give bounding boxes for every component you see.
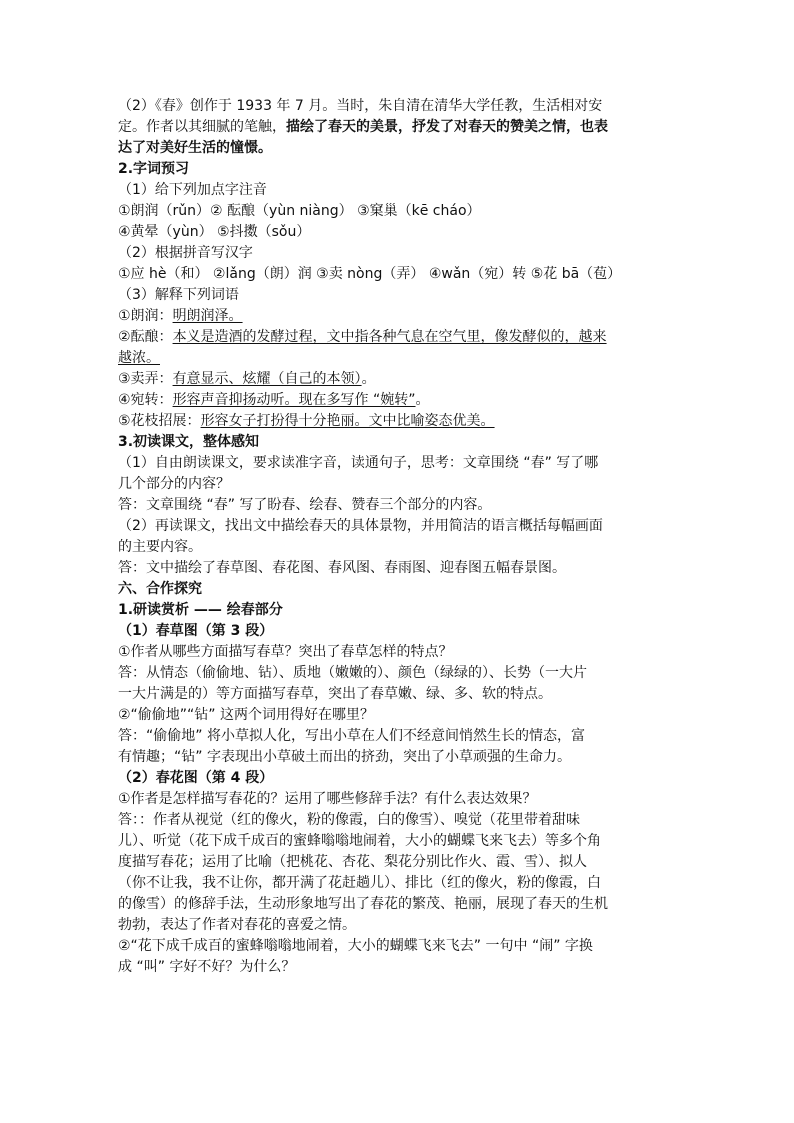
grass-answer-2-line-2: 有情趣；“钻” 字表现出小草破土而出的挤劲，突出了小草顽强的生命力。 xyxy=(118,749,571,765)
vocab-q1-line-1: ①朗润（rǔn）② 酝酿（yùn niàng） ③窠巢（kē cháo） xyxy=(118,203,481,219)
definition-5 xyxy=(118,411,678,432)
definition-5-label: ⑤花枝招展： xyxy=(118,413,201,429)
vocab-q1-line-2: ④黄晕（yùn） ⑤抖擞（sǒu） xyxy=(118,224,311,240)
flower-question-2-line-2: 成 “叫” 字好不好？为什么？ xyxy=(118,959,296,975)
definition-1-label: ①朗润： xyxy=(118,308,173,324)
intro-line-2-bold: 描绘了春天的美景，抒发了对春天的赞美之情，也表 xyxy=(286,119,608,135)
definition-2-text: 本义是造酒的发酵过程，文中指各种气息在空气里，像发酵似的，越来 xyxy=(172,329,607,345)
document-page xyxy=(118,96,678,978)
intro-line-2 xyxy=(118,117,678,138)
flower-section-title: （2）春花图（第 4 段） xyxy=(118,770,274,786)
flower-answer-1-line-6: 勃勃，表达了作者对春花的喜爱之情。 xyxy=(118,917,356,933)
definition-1 xyxy=(118,306,678,327)
flower-answer-1-line-4: （你不让我，我不让你，都开满了花赶趟儿）、排比（红的像火，粉的像霞，白 xyxy=(118,875,601,891)
definition-3-text: 有意显示、炫耀（自己的本领） xyxy=(172,371,362,387)
definition-3-tail: 。 xyxy=(361,371,376,387)
intro-line-2-normal: 定。作者以其细腻的笔触， xyxy=(118,119,286,135)
flower-answer-1-line-2: 儿）、听觉（花下成千成百的蜜蜂嗡嗡地闹着，大小的蝴蝶飞来飞去）等多个角 xyxy=(118,833,601,849)
definition-2-label: ②酝酿： xyxy=(118,329,173,345)
explore-heading: 六、合作探究 xyxy=(118,581,202,597)
definition-2 xyxy=(118,327,678,348)
definition-4-label: ④宛转： xyxy=(118,392,173,408)
flower-question-2-line-1: ②“花下成千成百的蜜蜂嗡嗡地闹着，大小的蝴蝶飞来飞去” 一句中 “闹” 字换 xyxy=(118,938,593,954)
vocab-q1-title: （1）给下列加点字注音 xyxy=(118,182,267,198)
definition-3-label: ③卖弄： xyxy=(118,371,173,387)
first-read-q2-line-2: 的主要内容。 xyxy=(118,539,202,555)
definition-4 xyxy=(118,390,678,411)
grass-answer-2-line-1: 答：“偷偷地” 将小草拟人化，写出小草在人们不经意间悄然生长的情态，富 xyxy=(118,728,585,744)
definition-3 xyxy=(118,369,678,390)
vocab-q2-line-1: ①应 hè（和） ②lǎng（朗）润 ③卖 nòng（弄） ④wǎn（宛）转 ⑤花 bā（苞） xyxy=(118,266,622,282)
first-read-q1-line-1: （1）自由朗读课文，要求读准字音，读通句子，思考：文章围绕 “春” 写了哪 xyxy=(118,455,599,471)
explore-subheading: 1.研读赏析 —— 绘春部分 xyxy=(118,602,283,618)
flower-answer-1-line-1: 答：：作者从视觉（红的像火，粉的像霞，白的像雪）、嗅觉（花里带着甜味 xyxy=(118,812,580,828)
definition-4-tail: 。 xyxy=(415,392,430,408)
grass-question-2: ②“偷偷地”“钻” 这两个词用得好在哪里？ xyxy=(118,707,375,723)
definition-5-text: 形容女子打扮得十分艳丽。文中比喻姿态优美。 xyxy=(200,413,495,429)
first-read-answer-2: 答：文中描绘了春草图、春花图、春风图、春雨图、迎春图五幅春景图。 xyxy=(118,560,566,576)
intro-line-3: 达了对美好生活的憧憬。 xyxy=(118,140,272,156)
first-read-answer-1: 答：文章围绕 “春” 写了盼春、绘春、赞春三个部分的内容。 xyxy=(118,497,492,513)
first-read-heading: 3.初读课文，整体感知 xyxy=(118,434,260,450)
grass-answer-1-line-2: 一大片满是的）等方面描写春草，突出了春草嫩、绿、多、软的特点。 xyxy=(118,686,552,702)
grass-section-title: （1）春草图（第 3 段） xyxy=(118,623,274,639)
vocab-heading: 2.字词预习 xyxy=(118,161,190,177)
flower-answer-1-line-5: 的像雪）的修辞手法，生动形象地写出了春花的繁茂、艳丽，展现了春天的生机 xyxy=(118,896,608,912)
first-read-q1-line-2: 几个部分的内容？ xyxy=(118,476,230,492)
definition-2-cont-text: 越浓。 xyxy=(118,350,160,366)
definition-2-continued xyxy=(118,348,678,369)
intro-line-1: （2）《春》创作于 1933 年 7 月。当时，朱自清在清华大学任教，生活相对安 xyxy=(118,98,603,114)
definition-1-text: 明朗润泽。 xyxy=(172,308,243,324)
definition-4-text: 形容声音抑扬动听。现在多写作 “婉转” xyxy=(172,392,416,408)
flower-question-1: ①作者是怎样描写春花的？运用了哪些修辞手法？有什么表达效果？ xyxy=(118,791,537,807)
flower-answer-1-line-3: 度描写春花；运用了比喻（把桃花、杏花、梨花分别比作火、霞、雪）、拟人 xyxy=(118,854,587,870)
grass-question-1: ①作者从哪些方面描写春草？突出了春草怎样的特点？ xyxy=(118,644,453,660)
first-read-q2-line-1: （2）再读课文，找出文中描绘春天的具体景物，并用简洁的语言概括每幅画面 xyxy=(118,518,603,534)
vocab-q2-title: （2）根据拼音写汉字 xyxy=(118,245,253,261)
vocab-q3-title: （3）解释下列词语 xyxy=(118,287,239,303)
grass-answer-1-line-1: 答：从情态（偷偷地、钻）、质地（嫩嫩的）、颜色（绿绿的）、长势（一大片 xyxy=(118,665,587,681)
